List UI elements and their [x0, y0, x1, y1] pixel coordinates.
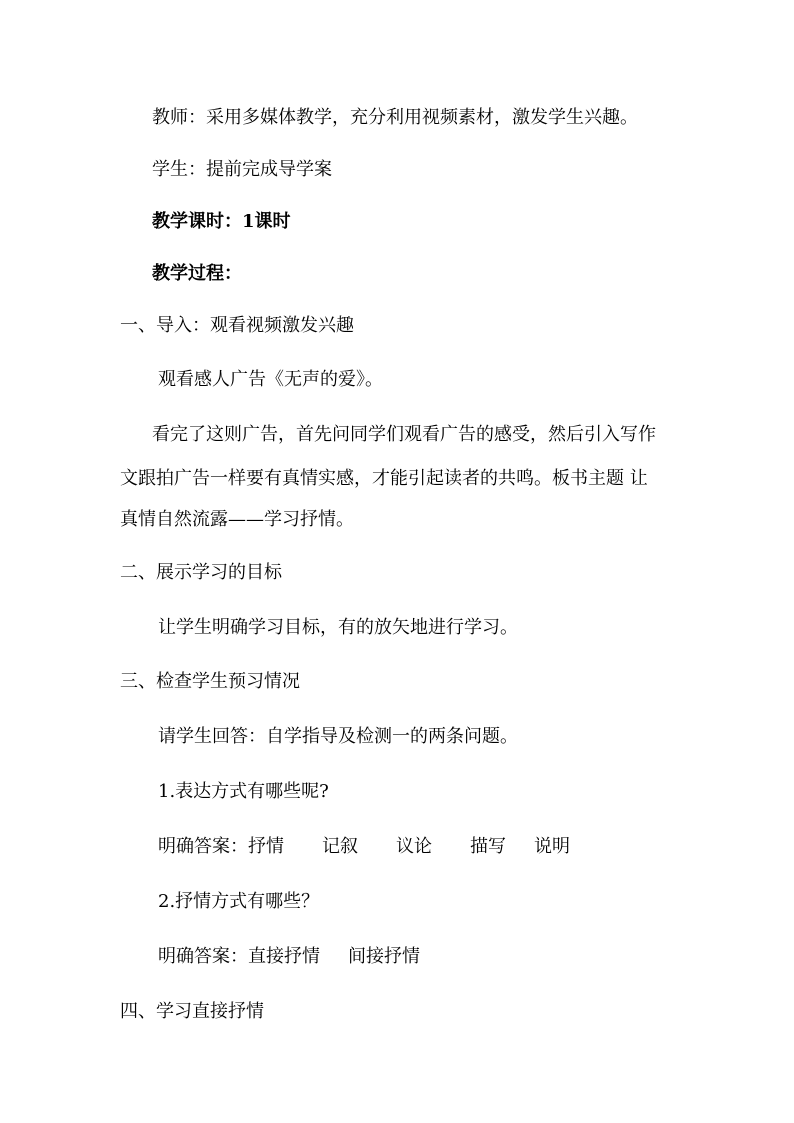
section1-para-line1: 看完了这则广告，首先问同学们观看广告的感受，然后引入写作: [152, 424, 656, 445]
section4-heading: 四、学习直接抒情: [120, 1001, 264, 1022]
teacher-line: 教师：采用多媒体教学，充分利用视频素材，激发学生兴趣。: [152, 107, 638, 128]
section2-line1: 让学生明确学习目标，有的放矢地进行学习。: [158, 617, 518, 638]
student-line: 学生：提前完成导学案: [152, 159, 332, 180]
answer-2-item: 间接抒情: [348, 946, 420, 967]
answer-1-item: 记叙: [322, 836, 358, 857]
section2-heading: 二、展示学习的目标: [120, 562, 282, 583]
answer-1-item: 说明: [534, 836, 570, 857]
section3-heading: 三、检查学生预习情况: [120, 671, 300, 692]
section1-para-line2: 文跟拍广告一样要有真情实感，才能引起读者的共鸣。板书主题 让: [120, 468, 648, 489]
process-heading: 教学过程：: [152, 263, 242, 284]
answer-1-item: 抒情: [248, 836, 284, 857]
section1-line1: 观看感人广告《无声的爱》。: [158, 369, 383, 390]
class-hours: 教学课时：1课时: [152, 211, 291, 232]
answer-1-label: 明确答案：: [158, 836, 248, 857]
answer-1-item: 描写: [470, 836, 506, 857]
section3-line1: 请学生回答：自学指导及检测一的两条问题。: [158, 726, 518, 747]
answer-2-item: 直接抒情: [248, 946, 320, 967]
question-2: 2.抒情方式有哪些？: [158, 891, 320, 912]
answer-2-label: 明确答案：: [158, 946, 248, 967]
answer-2: [158, 945, 420, 969]
answer-1-item: 议论: [396, 836, 432, 857]
question-1: 1.表达方式有哪些呢?: [158, 781, 329, 802]
section1-para-line3: 真情自然流露——学习抒情。: [120, 509, 354, 530]
answer-1: [158, 835, 570, 859]
section1-heading: 一、导入：观看视频激发兴趣: [120, 315, 354, 336]
